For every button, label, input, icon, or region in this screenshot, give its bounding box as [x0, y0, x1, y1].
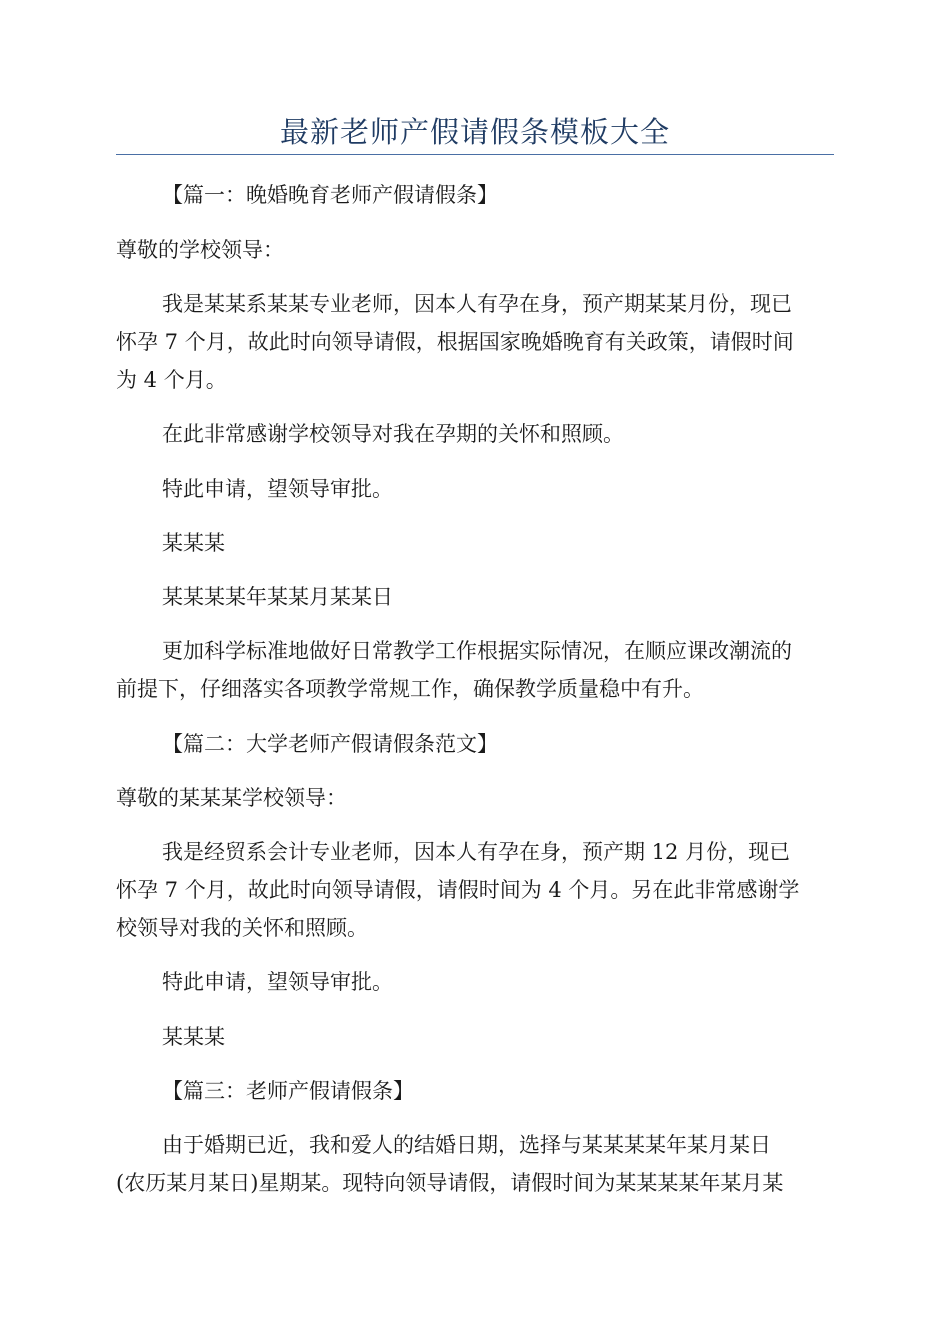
signature-2: 某某某: [162, 1025, 225, 1049]
section-heading-3: 【篇三：老师产假请假条】: [162, 1079, 414, 1103]
body-paragraph-4: 由于婚期已近，我和爱人的结婚日期，选择与某某某某年某月某日 (农历某月某日)星期某。现特向领导请假，请假时间为某某某某年某月某: [116, 1133, 784, 1195]
thanks-paragraph-1: 在此非常感谢学校领导对我在孕期的关怀和照顾。: [162, 422, 624, 446]
body-paragraph-1: 我是某某系某某专业老师，因本人有孕在身，预产期某某月份，现已 怀孕 7 个月，故此时向领导请假，根据国家晚婚晚育有关政策，请假时间 为 4 个月。: [116, 292, 794, 392]
date-1: 某某某某年某某月某某日: [162, 585, 393, 609]
signature-1: 某某某: [162, 531, 225, 555]
salutation-1: 尊敬的学校领导：: [116, 238, 284, 262]
body-paragraph-3: 我是经贸系会计专业老师，因本人有孕在身，预产期 12 月份，现已 怀孕 7 个月，故此时向领导请假，请假时间为 4 个月。另在此非常感谢学 校领导对我的关怀和照顾。: [116, 840, 800, 940]
body-paragraph-2: 更加科学标准地做好日常教学工作根据实际情况，在顺应课改潮流的 前提下，仔细落实各项教学常规工作，确保教学质量稳中有升。: [116, 639, 792, 701]
closing-2: 特此申请，望领导审批。: [162, 970, 393, 994]
section-heading-1: 【篇一：晚婚晚育老师产假请假条】: [162, 183, 498, 207]
salutation-2: 尊敬的某某某学校领导：: [116, 786, 347, 810]
section-heading-2: 【篇二：大学老师产假请假条范文】: [162, 732, 498, 756]
closing-1: 特此申请，望领导审批。: [162, 477, 393, 501]
title-underline: [116, 154, 834, 155]
document-title: 最新老师产假请假条模板大全: [279, 115, 670, 149]
